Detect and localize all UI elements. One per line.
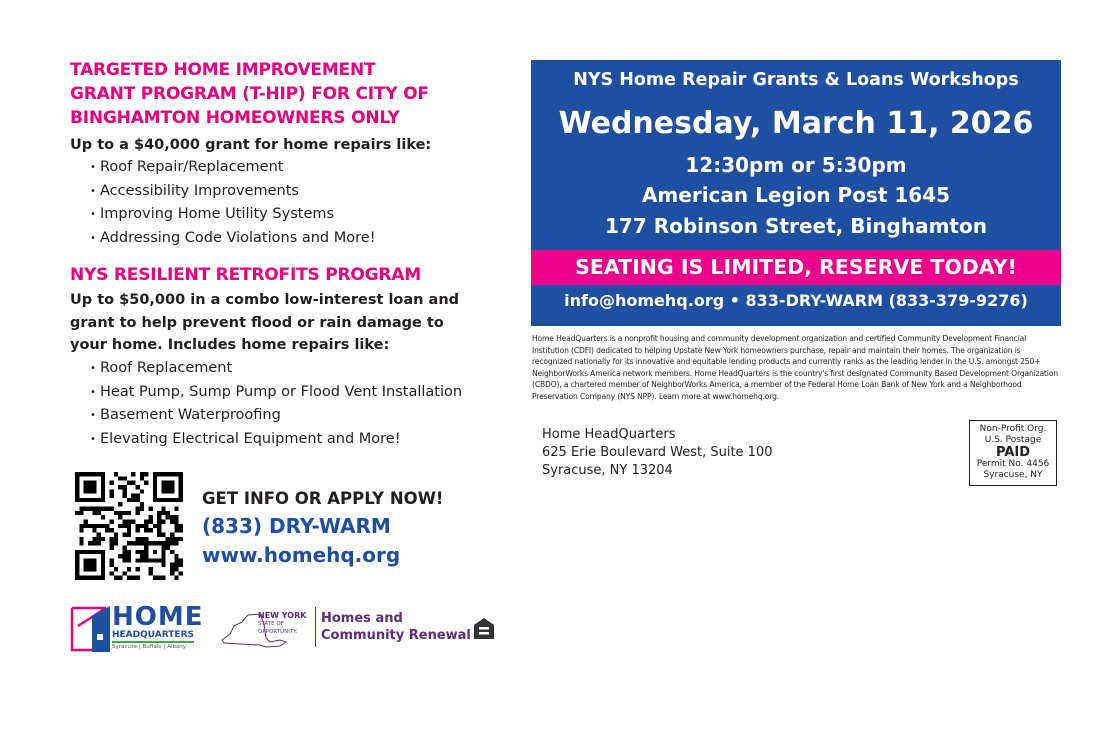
qr-module [97,532,101,536]
qr-module [92,507,96,511]
qr-module [79,528,83,532]
qr-module [110,571,114,575]
qr-module [135,511,139,515]
qr-module [174,554,178,558]
qr-module [157,528,161,532]
qr-module [79,537,83,541]
qr-module [166,545,170,549]
home-headquarters-logo [70,604,210,652]
qr-module [153,550,157,554]
qr-module [114,472,118,476]
ny-logo-line: NEW YORK [258,611,307,620]
qr-module [140,524,144,528]
list-item: • Roof Repair/Replacement [80,156,376,180]
list-item: • Basement Waterproofing [80,404,462,428]
list-item: • Heat Pump, Sump Pump or Flood Vent Installation [80,381,462,405]
thip-list [80,156,376,250]
qr-module [140,502,144,506]
qr-module [114,567,118,571]
qr-module [170,571,174,575]
qr-module [144,537,148,541]
qr-module [174,520,178,524]
qr-module [127,481,131,485]
qr-module [157,515,161,519]
qr-module [105,524,109,528]
hcr-logo-line: Homes and [321,611,403,626]
qr-module [127,554,131,558]
qr-module [179,524,183,528]
qr-module [110,528,114,532]
qr-module [118,576,122,580]
event-panel [531,60,1061,326]
qr-module [170,563,174,567]
heading-line: GRANT PROGRAM (T-HIP) FOR CITY OF [70,84,429,104]
qr-module [135,485,139,489]
qr-module [179,528,183,532]
qr-module [144,528,148,532]
qr-module [161,511,165,515]
qr-module [157,576,161,580]
qr-module [118,502,122,506]
qr-module [79,541,83,545]
qr-module [79,524,83,528]
qr-module [166,541,170,545]
qr-module [153,524,157,528]
qr-module [148,567,152,571]
qr-module [166,515,170,519]
qr-module [170,550,174,554]
qr-module [140,472,144,476]
qr-module [105,507,109,511]
qr-module [170,567,174,571]
qr-module [131,481,135,485]
qr-module [157,520,161,524]
qr-module [174,537,178,541]
qr-module [161,576,165,580]
qr-module [79,511,83,515]
qr-module [110,507,114,511]
qr-module [97,507,101,511]
qr-module [157,524,161,528]
qr-module [148,515,152,519]
qr-module [127,541,131,545]
qr-module [157,511,161,515]
qr-module [131,576,135,580]
qr-module [161,481,174,494]
cta-title: GET INFO OR APPLY NOW! [202,489,444,508]
qr-module [135,558,139,562]
qr-module [118,476,122,480]
heading-line: BINGHAMTON HOMEOWNERS ONLY [70,108,400,128]
qr-module [127,567,131,571]
qr-module [114,511,118,515]
qr-module [110,563,114,567]
qr-module [110,541,114,545]
qr-module [144,520,148,524]
qr-module [135,524,139,528]
qr-module [140,550,144,554]
qr-module [123,489,127,493]
qr-module [161,532,165,536]
qr-module [127,498,131,502]
qr-module [179,563,183,567]
qr-module [123,524,127,528]
qr-module [140,558,144,562]
ny-logo-line: STATE OF [258,621,284,627]
list-item: • Improving Home Utility Systems [80,203,376,227]
event-title: NYS Home Repair Grants & Loans Workshops [573,70,1019,90]
postage-city: Syracuse, NY [983,470,1043,480]
qr-module [127,520,131,524]
qr-module [84,507,88,511]
qr-module [131,498,135,502]
address-line: Syracuse, NY 13204 [542,463,673,478]
qr-module [144,524,148,528]
house-icon [70,604,112,652]
qr-module [118,511,122,515]
qr-module [84,481,97,494]
qr-module [174,524,178,528]
qr-module [97,537,101,541]
event-contact[interactable]: info@homehq.org • 833-DRY-WARM (833-379-9276) [564,291,1028,310]
postage-indicia [969,420,1057,486]
hhq-logo-subtext: HEADQUARTERS [112,630,194,643]
qr-module [127,511,131,515]
qr-module [174,558,178,562]
qr-module [123,520,127,524]
qr-module [153,576,157,580]
list-item: • Accessibility Improvements [80,180,376,204]
qr-module [174,567,178,571]
qr-module [148,528,152,532]
qr-module [131,541,135,545]
qr-module [135,498,139,502]
qr-module [97,541,101,545]
qr-module [88,524,92,528]
qr-module [135,507,139,511]
qr-module [131,472,135,476]
qr-module [140,554,144,558]
qr-module [127,558,131,562]
qr-module [179,571,183,575]
qr-code[interactable] [75,472,183,580]
qr-module [140,489,144,493]
event-time: 12:30pm or 5:30pm [685,153,907,177]
qr-module [135,567,139,571]
qr-module [166,537,170,541]
ny-logo-text [258,612,306,636]
qr-module [127,550,131,554]
qr-module [123,545,127,549]
hcr-logo-line: Community Renewal [321,628,471,643]
qr-module [92,511,96,515]
hhq-logo-cities: Syracuse | Buffalo | Albany [112,644,187,650]
qr-module [110,481,114,485]
hhq-logo-text: HOME [112,602,204,632]
qr-module [123,550,127,554]
qr-module [140,507,144,511]
qr-module [97,524,101,528]
qr-module [127,532,131,536]
qr-module [123,558,127,562]
hcr-logo-text [321,610,471,644]
qr-module [166,511,170,515]
qr-module [131,520,135,524]
event-address: 177 Robinson Street, Binghamton [605,214,987,238]
qr-module [110,537,114,541]
qr-module [123,485,127,489]
qr-module [174,563,178,567]
heading-line: TARGETED HOME IMPROVEMENT [70,60,376,80]
qr-module [110,494,114,498]
qr-module [88,541,92,545]
return-address [542,426,773,480]
cta-phone[interactable]: (833) DRY-WARM [202,514,391,538]
postage-paid: PAID [995,445,1031,460]
qr-module [140,541,144,545]
qr-module [135,576,139,580]
about-paragraph: Home HeadQuarters is a nonprofit housing and community development organization and certified Community Development Financial Institution (CDFI) dedicated to helping Upstate New York homeowners purchase, repair and maintain their homes. The organization is recognized nationally for its innovative and equitable lending products and currently ranks as the leading lender in the U.S. amongst 250+ NeighborWorks America network members. Home HeadQuarters is the country's first designated Community Based Development Organization (CBDO), a chartered member of NeighborWorks America, a member of the Federal Home Loan Bank of New York and a Neighborhood Preservation Company (NYS NPP). Learn more at www.homehq.org. [532,334,1058,401]
qr-module [84,524,88,528]
qr-module [127,528,131,532]
list-item: • Elevating Electrical Equipment and More! [80,428,462,452]
postage-line: Non-Profit Org. [979,424,1047,434]
thip-heading [70,58,429,130]
cta-website[interactable]: www.homehq.org [202,543,401,567]
qr-module [88,507,92,511]
qr-module [123,554,127,558]
event-date: Wednesday, March 11, 2026 [558,106,1034,141]
qr-module [148,507,152,511]
qr-module [174,507,178,511]
qr-module [170,537,174,541]
qr-module [75,511,79,515]
retrofits-lead [70,289,459,357]
qr-module [157,532,161,536]
qr-module [114,576,118,580]
lead-line: grant to help prevent flood or rain damage to [70,314,444,331]
qr-module [148,571,152,575]
qr-module [118,554,122,558]
address-line: Home HeadQuarters [542,427,676,442]
qr-module [161,520,165,524]
qr-module [92,528,96,532]
qr-module [144,472,148,476]
thip-lead: Up to a $40,000 grant for home repairs like: [70,137,432,153]
qr-module [110,545,114,549]
ny-logo-line: OPPORTUNITY. [258,629,298,635]
qr-module [114,532,118,536]
qr-module [114,537,118,541]
qr-module [92,524,96,528]
list-item: • Roof Replacement [80,357,462,381]
lead-line: your home. Includes home repairs like: [70,337,390,353]
qr-module [140,537,144,541]
equal-housing-icon [473,617,495,641]
qr-module [135,550,139,554]
qr-module [135,494,139,498]
qr-module [84,558,97,571]
qr-module [127,524,131,528]
qr-module [144,481,148,485]
lead-line: Up to $50,000 in a combo low-interest loan and [70,292,460,308]
retrofits-list [80,357,462,451]
qr-module [110,520,114,524]
list-item: • Addressing Code Violations and More! [80,227,376,251]
qr-module [174,515,178,519]
qr-module [123,494,127,498]
qr-module [170,520,174,524]
event-venue: American Legion Post 1645 [641,183,951,207]
qr-module [114,541,118,545]
qr-module [97,511,101,515]
qr-module [118,524,122,528]
qr-module [110,489,114,493]
qr-module [131,494,135,498]
qr-module [179,558,183,562]
qr-module [174,528,178,532]
qr-module [148,520,152,524]
seating-banner: SEATING IS LIMITED, RESERVE TODAY! [531,250,1061,285]
qr-module [161,563,165,567]
retrofits-heading: NYS RESILIENT RETROFITS PROGRAM [70,265,421,285]
qr-module [174,541,178,545]
qr-module [170,532,174,536]
logo-divider [315,607,316,647]
qr-module [170,515,174,519]
postage-permit: Permit No. 4456 [976,459,1050,469]
qr-module [123,571,127,575]
qr-module [123,511,127,515]
qr-module [92,541,96,545]
qr-module [101,515,105,519]
qr-module [135,528,139,532]
address-line: 625 Erie Boulevard West, Suite 100 [542,445,773,460]
qr-module [135,537,139,541]
postage-line: U.S. Postage [984,435,1042,445]
qr-module [123,532,127,536]
qr-module [140,476,144,480]
qr-module [79,507,83,511]
qr-module [118,485,122,489]
qr-module [161,507,165,511]
qr-module [84,520,88,524]
qr-module [174,576,178,580]
qr-module [92,537,96,541]
qr-module [101,537,105,541]
qr-module [105,528,109,532]
qr-module [179,537,183,541]
qr-module [110,558,114,562]
qr-module [101,524,105,528]
qr-module [170,541,174,545]
qr-module [118,515,122,519]
qr-module [101,507,105,511]
qr-module [123,476,127,480]
qr-module [127,576,131,580]
qr-module [135,541,139,545]
